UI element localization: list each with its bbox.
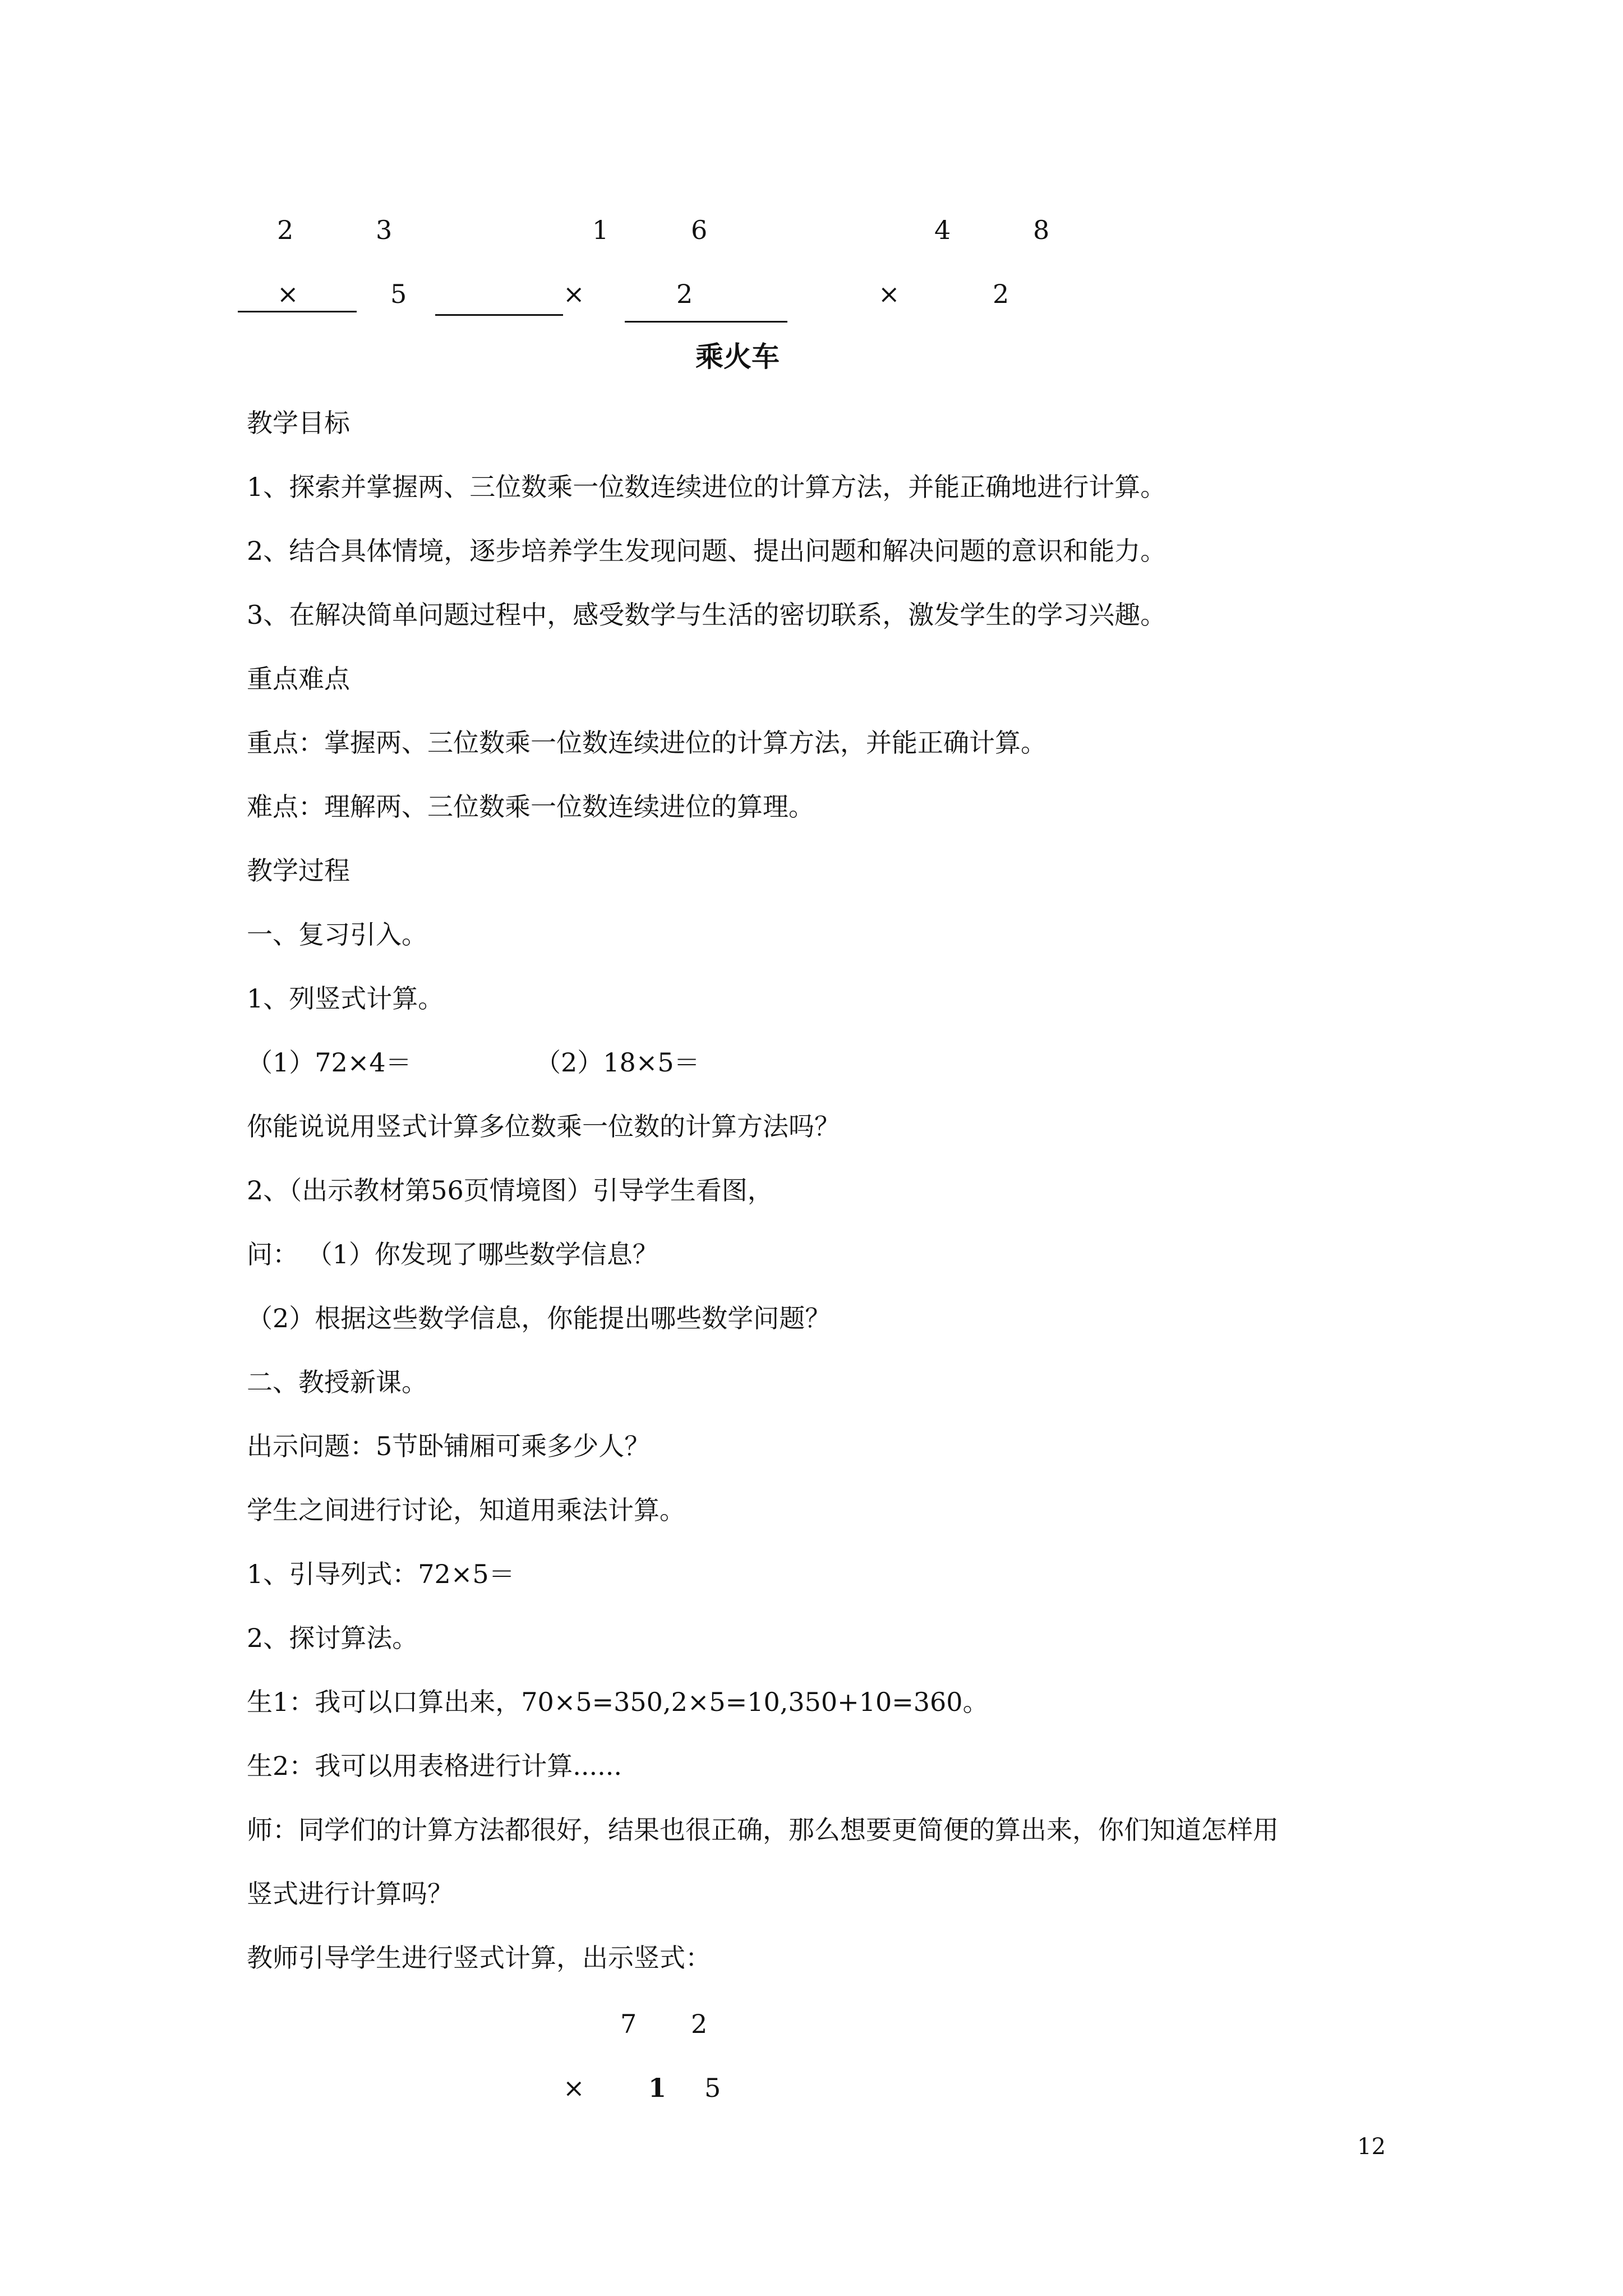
problem-2-operator: × xyxy=(563,279,585,309)
heading-teaching-goals: 教学目标 xyxy=(247,408,350,438)
bottom-operator: × xyxy=(563,2073,585,2103)
exercise-item-1: （1）72×4＝ xyxy=(247,1047,412,1078)
question-1: 问： （1）你发现了哪些数学信息？ xyxy=(247,1239,658,1269)
difficult-point: 难点：理解两、三位数乘一位数连续进位的算理。 xyxy=(247,792,814,822)
step-1-equation: 1、引导列式：72×5＝ xyxy=(247,1559,515,1589)
problem-1-underline xyxy=(238,311,357,312)
exercise-item-2: （2）18×5＝ xyxy=(535,1047,700,1078)
problem-2-left-rule xyxy=(435,314,563,316)
problem-2-top-digit-1: 1 xyxy=(592,215,609,245)
section-1-heading: 一、复习引入。 xyxy=(247,919,427,950)
problem-1-bottom-digit: 5 xyxy=(390,279,407,309)
goal-2: 2、结合具体情境，逐步培养学生发现问题、提出问题和解决问题的意识和能力。 xyxy=(247,536,1166,566)
section-2-heading: 二、教授新课。 xyxy=(247,1367,427,1397)
bottom-carry-digit: 1 xyxy=(648,2073,667,2103)
page-number: 12 xyxy=(1357,2134,1386,2160)
key-point: 重点：掌握两、三位数乘一位数连续进位的计算方法，并能正确计算。 xyxy=(247,728,1046,758)
step-2-show-picture: 2、（出示教材第56页情境图）引导学生看图， xyxy=(247,1175,773,1205)
problem-3-top-digit-1: 4 xyxy=(934,215,951,245)
problem-2-top-digit-2: 6 xyxy=(691,215,708,245)
heading-key-points: 重点难点 xyxy=(247,664,350,694)
problem-1-top-digit-1: 2 xyxy=(277,215,294,245)
goal-3: 3、在解决简单问题过程中，感受数学与生活的密切联系，激发学生的学习兴趣。 xyxy=(247,600,1166,630)
goal-1: 1、探索并掌握两、三位数乘一位数连续进位的计算方法，并能正确地进行计算。 xyxy=(247,472,1166,502)
step-2-explore: 2、探讨算法。 xyxy=(247,1623,418,1653)
bottom-multiplier-digit: 5 xyxy=(704,2073,721,2103)
teacher-remark-line-1: 师：同学们的计算方法都很好，结果也很正确，那么想要更简便的算出来，你们知道怎样用 xyxy=(247,1815,1279,1845)
problem-1-top-digit-2: 3 xyxy=(376,215,393,245)
problem-3-top-digit-2: 8 xyxy=(1033,215,1050,245)
lesson-title: 乘火车 xyxy=(695,340,780,373)
question-2: （2）根据这些数学信息，你能提出哪些数学问题？ xyxy=(247,1303,831,1333)
student-1-answer: 生1：我可以口算出来，70×5=350,2×5=10,350+10=360。 xyxy=(247,1687,989,1717)
student-2-answer: 生2：我可以用表格进行计算...... xyxy=(247,1751,622,1781)
teacher-remark-line-2: 竖式进行计算吗？ xyxy=(247,1879,453,1909)
bottom-top-digit-1: 7 xyxy=(620,2009,637,2039)
heading-teaching-process: 教学过程 xyxy=(247,855,350,886)
problem-2-bottom-digit: 2 xyxy=(676,279,693,309)
discussion: 学生之间进行讨论，知道用乘法计算。 xyxy=(247,1495,685,1525)
problem-statement: 出示问题：5节卧铺厢可乘多少人？ xyxy=(247,1431,651,1461)
problem-3-operator: × xyxy=(878,279,900,309)
step-1-vertical-calc: 1、列竖式计算。 xyxy=(247,983,444,1014)
bottom-top-digit-2: 2 xyxy=(691,2009,708,2039)
teacher-guide: 教师引导学生进行竖式计算，出示竖式： xyxy=(247,1943,711,1973)
problem-2-underline xyxy=(625,321,787,323)
question-method: 你能说说用竖式计算多位数乘一位数的计算方法吗？ xyxy=(247,1111,840,1142)
problem-1-operator: × xyxy=(277,279,299,309)
problem-3-bottom-digit: 2 xyxy=(993,279,1009,309)
